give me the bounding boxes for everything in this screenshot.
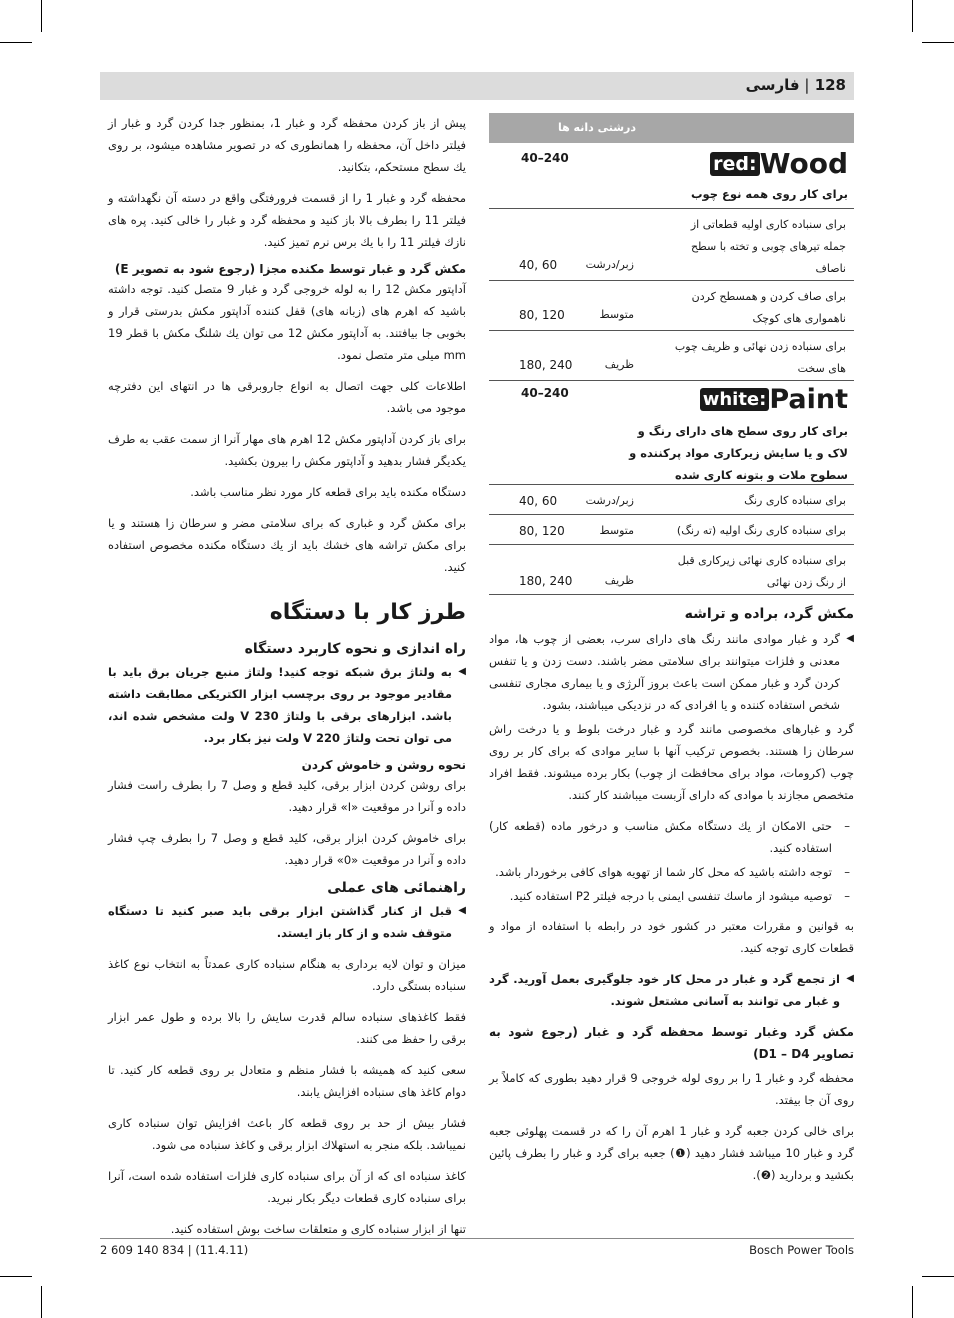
footer-brand: Bosch Power Tools bbox=[749, 1243, 854, 1257]
crop-mark bbox=[922, 1276, 954, 1277]
paragraph: فشار بیش از حد بر روی قطعه کار باعث افزایش توان سنباده کاری نمیباشد. بلکه منجر به استهلاك ابزار برقی و کاغذ سنباده می شود. bbox=[108, 1116, 466, 1152]
paragraph: به قوانین و مقررات معتبر در کشور خود در رابطه با استفاده از مواد و قطعات کاری توجه کنید. bbox=[489, 919, 854, 955]
red-wood-logo-right: Wood bbox=[759, 147, 848, 180]
crop-mark bbox=[41, 1286, 42, 1318]
paragraph: میزان و توان لایه برداری به هنگام سنباده کاری عمدتاً به انتخاب نوع کاغذ سنباده بستگی دارد. bbox=[108, 957, 466, 993]
crop-mark bbox=[912, 1286, 913, 1318]
paint-row-medium bbox=[489, 514, 854, 545]
red-wood-logo-left: red: bbox=[710, 152, 759, 176]
paint-row-desc: برای سنباده کاری رنگ bbox=[744, 494, 846, 507]
list-item: – توجه داشته باشید که محل کار شما از تهویه هوای کافی برخوردار باشد. bbox=[489, 861, 854, 883]
wood-row-grade: متوسط bbox=[599, 308, 634, 321]
startup-warning: ◀ به ولتاژ برق شبکه توجه کنید! ولتاژ منبع جریان برق باید با مقادیر موجود بر روی برچسب ابزار الکتریکی مطابقت داشته باشد. ابزارهای برقی با ولتاژ 230 V ولت مشخص شده اند، می توان تحت ولتاژ 220 V ولت نیز بکار برد. bbox=[108, 661, 466, 749]
wood-row-value: 80, 120 bbox=[519, 308, 565, 322]
wood-grit-range: 40–240 bbox=[521, 151, 569, 165]
paragraph: پیش از باز کردن محفظه گرد و غبار 1، بمنظور جدا کردن گرد و غبار از فیلتر داخل آن، محفظه را همانطوری که در تصویر مشاهده میشود، بر روی یك سطح مستحکم، بتکانید. bbox=[108, 116, 466, 174]
wood-title: برای کار روی همه نوع چوب bbox=[690, 187, 848, 201]
right-column bbox=[489, 606, 854, 1195]
page-number: 128 bbox=[814, 76, 846, 94]
box-heading: مکش گرد وغبار توسط محفظه گرد و غبار (رجوع شود به تصاویر D1 – D4) bbox=[489, 1025, 854, 1061]
list-item: – حتی الامکان از یك دستگاه مکش مناسب و درخور ماده (قطعه کار) استفاده کنید. bbox=[489, 815, 854, 859]
crop-mark bbox=[922, 42, 954, 43]
page-header bbox=[100, 72, 854, 100]
paint-row-grade: متوسط bbox=[599, 524, 634, 537]
wood-row-value: 40, 60 bbox=[519, 258, 558, 272]
paint-row-grade: زبر/درشت bbox=[585, 494, 634, 507]
footer-rule bbox=[100, 1238, 854, 1239]
paragraph: برای روشن کردن ابزار برقی، کلید قطع و وصل 7 را بطرف راست فشار داده و آنرا در موقعیت «I» قرار دهید. bbox=[108, 778, 467, 814]
wood-row-grade: ظریف bbox=[604, 358, 634, 371]
wood-row-fine bbox=[489, 330, 854, 381]
paint-brand-row bbox=[489, 380, 854, 485]
white-paint-logo bbox=[700, 384, 848, 415]
wood-row-grade: زبر/درشت bbox=[585, 258, 634, 271]
paragraph: آداپتور مکش 12 را به لوله خروجی گرد و غبار 9 متصل کنید. توجه داشته باشید که اهرم های (زبانه های) قفل کننده آداپتور مکش بدرستی قرار و بخوبی جا بیافتند. به آداپتور مکش 12 می توان یك شلنگ مکش با قطر 19 mm میلی متر متصل نمود. bbox=[108, 282, 466, 362]
left-column bbox=[108, 112, 466, 1249]
wood-row-value: 180, 240 bbox=[519, 358, 573, 372]
wood-row-medium bbox=[489, 280, 854, 331]
language-label: فارسی bbox=[745, 76, 800, 94]
paragraph: محفظه گرد و غبار 1 را از قسمت فرورفتگی واقع در دسته آن نگهداشته و فیلتر 11 را بطرف بالا باز کنید و محفظه گرد و غبار را خالی کنید. پره های نازك فیلتر 11 را با یك برس نرم تمیز کنید. bbox=[108, 191, 467, 249]
paragraph: برای خالی کردن جعبه گرد و غبار 1 اهرم آن را که در قسمت پهلوئی جعبه گرد و غبار 10 میباشد فشار دهید (❶) جعبه برای گرد و غبار را بطرف پائین بکشید و بردارید (❷). bbox=[489, 1124, 855, 1182]
operation-title: طرز کار با دستگاه bbox=[269, 600, 466, 625]
switch-heading: نحوه روشن و خاموش کردن bbox=[301, 758, 466, 772]
paragraph: فقط کاغذهای سنباده سالم قدرت سایش را بالا برده و طول عمر ابزار برقی را حفظ می کنند. bbox=[108, 1010, 466, 1046]
white-paint-logo-right: Paint bbox=[769, 384, 848, 415]
grit-table-header bbox=[489, 113, 854, 143]
grit-column-label: درشتی دانه ها bbox=[557, 121, 636, 134]
footer-code: 2 609 140 834 | (11.4.11) bbox=[100, 1243, 249, 1257]
paint-title: برای کار روی سطح های دارای رنگ و لاک و یا سایش زیرکاری مواد پرکننده و سطوح ملات و بتونه کاری شده bbox=[629, 424, 848, 482]
paragraph: سعی کنید که همیشه با فشار منظم و متعادل بر روی قطعه کار کنید. تا دوام کاغذ های سنباده افزایش یابند. bbox=[108, 1063, 466, 1099]
paint-row-coarse bbox=[489, 484, 854, 515]
paragraph: برای مکش گرد و غباری که برای سلامتی مضر و سرطان زا هستند و یا برای مکش تراشه های خشك باید از یك دستگاه مکنده مخصوص استفاده کنید. bbox=[108, 516, 466, 574]
crop-mark bbox=[41, 0, 42, 32]
paint-row-value: 80, 120 bbox=[519, 524, 565, 538]
crop-mark bbox=[0, 1276, 32, 1277]
paragraph: دستگاه مکنده باید برای قطعه کار مورد نظر مناسب باشد. bbox=[190, 485, 466, 499]
wood-row-desc: برای سنباده زدن نهائی و ظریف چوب های سخت bbox=[674, 340, 846, 375]
wood-row-coarse bbox=[489, 208, 854, 281]
paint-row-desc: برای سنباده کاری نهائی زیرکاری قبل از رنگ زدن نهائی bbox=[677, 554, 846, 589]
paint-row-fine bbox=[489, 544, 854, 595]
wood-brand-row bbox=[489, 143, 854, 209]
wood-row-desc: برای سنباده کاری اولیه قطعاتی از جمله تیرهای چوبی و تخته با سطح ناصاف bbox=[690, 218, 846, 275]
page-header-title: 128 | فارسی bbox=[745, 76, 846, 94]
section-heading: مکش گرد و غبار توسط مکنده مجزا (رجوع شود به تصویر E) bbox=[114, 262, 466, 276]
dust-list bbox=[489, 815, 854, 907]
paragraph: تنها از ابزار سنباده کاری و متعلقات ساخت بوش استفاده کنید. bbox=[170, 1222, 466, 1236]
paragraph: برای باز کردن آداپتور مکش 12 اهرم های مهار آنرا از سمت عقب به طرف یکدیگر فشار بدهید و آداپتور مکش را بیرون بکشید. bbox=[108, 432, 467, 468]
paragraph: برای خاموش کردن ابزار برقی، کلید قطع و وصل 7 را بطرف چپ فشار داده و آنرا در موقعیت «0» قرار دهید. bbox=[108, 831, 466, 867]
paint-row-value: 180, 240 bbox=[519, 574, 573, 588]
startup-heading: راه اندازی و نحوه کاربرد دستگاه bbox=[244, 641, 466, 657]
dust-heading: مکش گرد، براده و تراشه bbox=[684, 606, 854, 622]
paragraph: اطلاعات کلی جهت اتصال به انواع جاروبرقی ها در انتهای این دفترچه موجود می باشد. bbox=[108, 379, 466, 415]
list-item: – توصیه میشود از ماسك تنفسی ایمنی با درجه فیلتر P2 استفاده کنید. bbox=[489, 885, 854, 907]
dust-warning: ◀ گرد و غبار موادی مانند رنگ های دارای سرب، بعضی از چوب ها، مواد معدنی و فلزات میتوانند برای سلامتی مضر باشند. دست زدن و یا تنفس کردن گرد و غبار ممکن است باعث بروز آلرژی و یا بیماری مجاری تنفسی شخص استفاده کننده و یا افرادی که در نزدیکی میباشند، بشود. bbox=[489, 628, 854, 716]
paint-row-value: 40, 60 bbox=[519, 494, 558, 508]
crop-mark bbox=[0, 42, 32, 43]
paint-row-grade: ظریف bbox=[604, 574, 634, 587]
paint-row-desc: برای سنباده کاری رنگ اولیه (ته رنگ) bbox=[676, 524, 846, 537]
accumulation-warning: ◀ از تجمع گرد و غبار در محل کار خود جلوگیری بعمل آورید. گرد و غبار می توانند به آسانی مشتعل شوند. bbox=[489, 968, 854, 1012]
paint-grit-range: 40–240 bbox=[521, 386, 569, 400]
paragraph: گرد و غبارهای مخصوصی مانند گرد و غبار درخت بلوط و یا درخت راش سرطان زا هستند. بخصوص ترکیب آنها با سایر موادی که برای کار بر روی چوب (کرومات، مواد برای محافظت از چوب) بکار برده میشوند. فقط افراد متخصص مجازند با موادی که دارای آزبست میباشند کار کنند. bbox=[489, 722, 854, 802]
paragraph: محفظه گرد و غبار 1 را بر روی لوله خروجی 9 قرار دهید بطوری که کاملاً بر روی آن جا بیفتد. bbox=[489, 1071, 854, 1107]
red-wood-logo bbox=[710, 147, 848, 180]
white-paint-logo-left: white: bbox=[700, 388, 770, 411]
tips-warning: ◀ قبل از کنار گذاشتن ابزار برقی باید صبر کنید تا دستگاه متوقف شده و از کار باز ایستد. bbox=[108, 900, 466, 944]
paragraph: کاغذ سنباده ای که از آن برای سنباده کاری فلزات استفاده شده است، آنرا برای سنباده کاری قطعات دیگر بکار نبرید. bbox=[108, 1169, 466, 1205]
wood-row-desc: برای صاف کردن و همسطح کردن ناهمواری های کوچک bbox=[691, 290, 846, 325]
crop-mark bbox=[912, 0, 913, 32]
tips-heading: راهنمائی های عملی bbox=[327, 880, 466, 896]
